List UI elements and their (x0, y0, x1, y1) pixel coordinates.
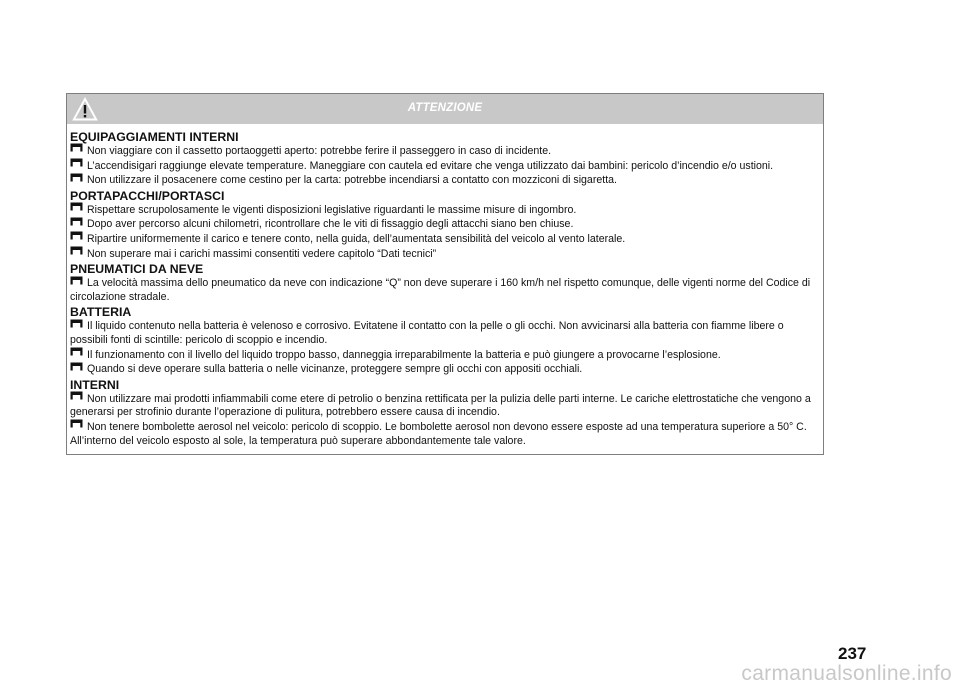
warning-item-text: Non utilizzare mai prodotti infiammabili come etere di petrolio o benzina rettificata per la pulizia delle parti interne. Le cariche elettrostatiche che vengono a generarsi per strofinio durante l’operazione di pulitura, potrebbero essere causa di incendio. (70, 392, 811, 419)
warning-item-text: Il funzionamento con il livello del liquido troppo basso, danneggia irreparabilmente la batteria e può giungere a provocarne l’esplosione. (87, 348, 721, 361)
warning-item-text: Non utilizzare il posacenere come cestino per la carta: potrebbe incendiarsi a contatto con mozziconi di sigaretta. (87, 174, 617, 187)
section-title: INTERNI (70, 377, 120, 392)
warning-item (70, 160, 821, 174)
warning-item-text: Dopo aver percorso alcuni chilometri, ricontrollare che le viti di fissaggio degli attacchi siano ben chiuse. (87, 218, 574, 231)
warning-item-text: Il liquido contenuto nella batteria è velenoso e corrosivo. Evitatene il contatto con la pelle o gli occhi. Non avvicinarsi alla batteria con fiamme libere o possibili fonti di scintille: pericolo di scoppio e incendio. (70, 320, 784, 346)
warning-item-text: Non superare mai i carichi massimi consentiti vedere capitolo “Dati tecnici” (87, 247, 437, 260)
section-title: EQUIPAGGIAMENTI INTERNI (70, 130, 239, 144)
watermark: carmanualsonline.info (741, 662, 952, 685)
page-number: 237 (838, 644, 867, 663)
bullet-icon (70, 217, 83, 231)
bullet-icon (70, 391, 83, 405)
bullet-icon (70, 246, 83, 260)
bullet-icon (70, 158, 83, 172)
warning-item (70, 363, 821, 377)
bullet-icon (70, 231, 83, 245)
section-title: PNEUMATICI DA NEVE (70, 262, 204, 277)
bullet-icon (70, 173, 83, 187)
warning-item-text: Rispettare scrupolosamente le vigenti disposizioni legislative riguardanti le massime misure di ingombro. (87, 203, 577, 216)
bullet-icon (70, 202, 83, 216)
warning-item-text: L’accendisigari raggiunge elevate temperature. Maneggiare con cautela ed evitare che venga utilizzato dai bambini: pericolo d’incendio e/o ustioni. (87, 159, 774, 172)
warning-item (70, 174, 821, 188)
bullet-icon (70, 143, 83, 157)
warning-item (70, 248, 821, 262)
warning-item (70, 393, 821, 420)
warning-item (70, 277, 821, 304)
warning-item (70, 421, 821, 448)
warning-item (70, 233, 821, 247)
bullet-icon (70, 347, 83, 361)
warning-item (70, 204, 821, 218)
warning-item-text: Ripartire uniformemente il carico e tenere conto, nella guida, dell’aumentata sensibilità del veicolo al vento laterale. (87, 232, 626, 245)
warning-item (70, 349, 821, 363)
section-title: BATTERIA (70, 305, 132, 320)
bullet-icon (70, 362, 83, 376)
warning-body (67, 124, 823, 454)
warning-item (70, 145, 821, 159)
warning-item-text: Quando si deve operare sulla batteria o nelle vicinanze, proteggere sempre gli occhi con appositi occhiali. (87, 363, 583, 376)
section-title: PORTAPACCHI/PORTASCI (70, 188, 225, 203)
warning-header (67, 94, 823, 124)
bullet-icon (70, 419, 83, 433)
bullet-icon (70, 319, 83, 333)
bullet-icon (70, 276, 83, 290)
warning-item-text: Non tenere bombolette aerosol nel veicolo: pericolo di scoppio. Le bombolette aerosol non devono essere esposte ad una temperatura superiore a 50° C. All’interno del veicolo esposto al sole, la temperatura può superare abbondantemente tale valore. (70, 420, 807, 447)
warning-item (70, 320, 821, 347)
warning-item (70, 218, 821, 232)
warning-item-text: Non viaggiare con il cassetto portaoggetti aperto: potrebbe ferire il passeggero in caso di incidente. (87, 145, 552, 157)
warning-item-text: La velocità massima dello pneumatico da neve con indicazione “Q” non deve superare i 160 km/h nel rispetto comunque, delle vigenti norme del Codice di circolazione stradale. (70, 277, 811, 303)
warning-title: ATTENZIONE (407, 102, 483, 114)
warning-box (66, 93, 824, 455)
